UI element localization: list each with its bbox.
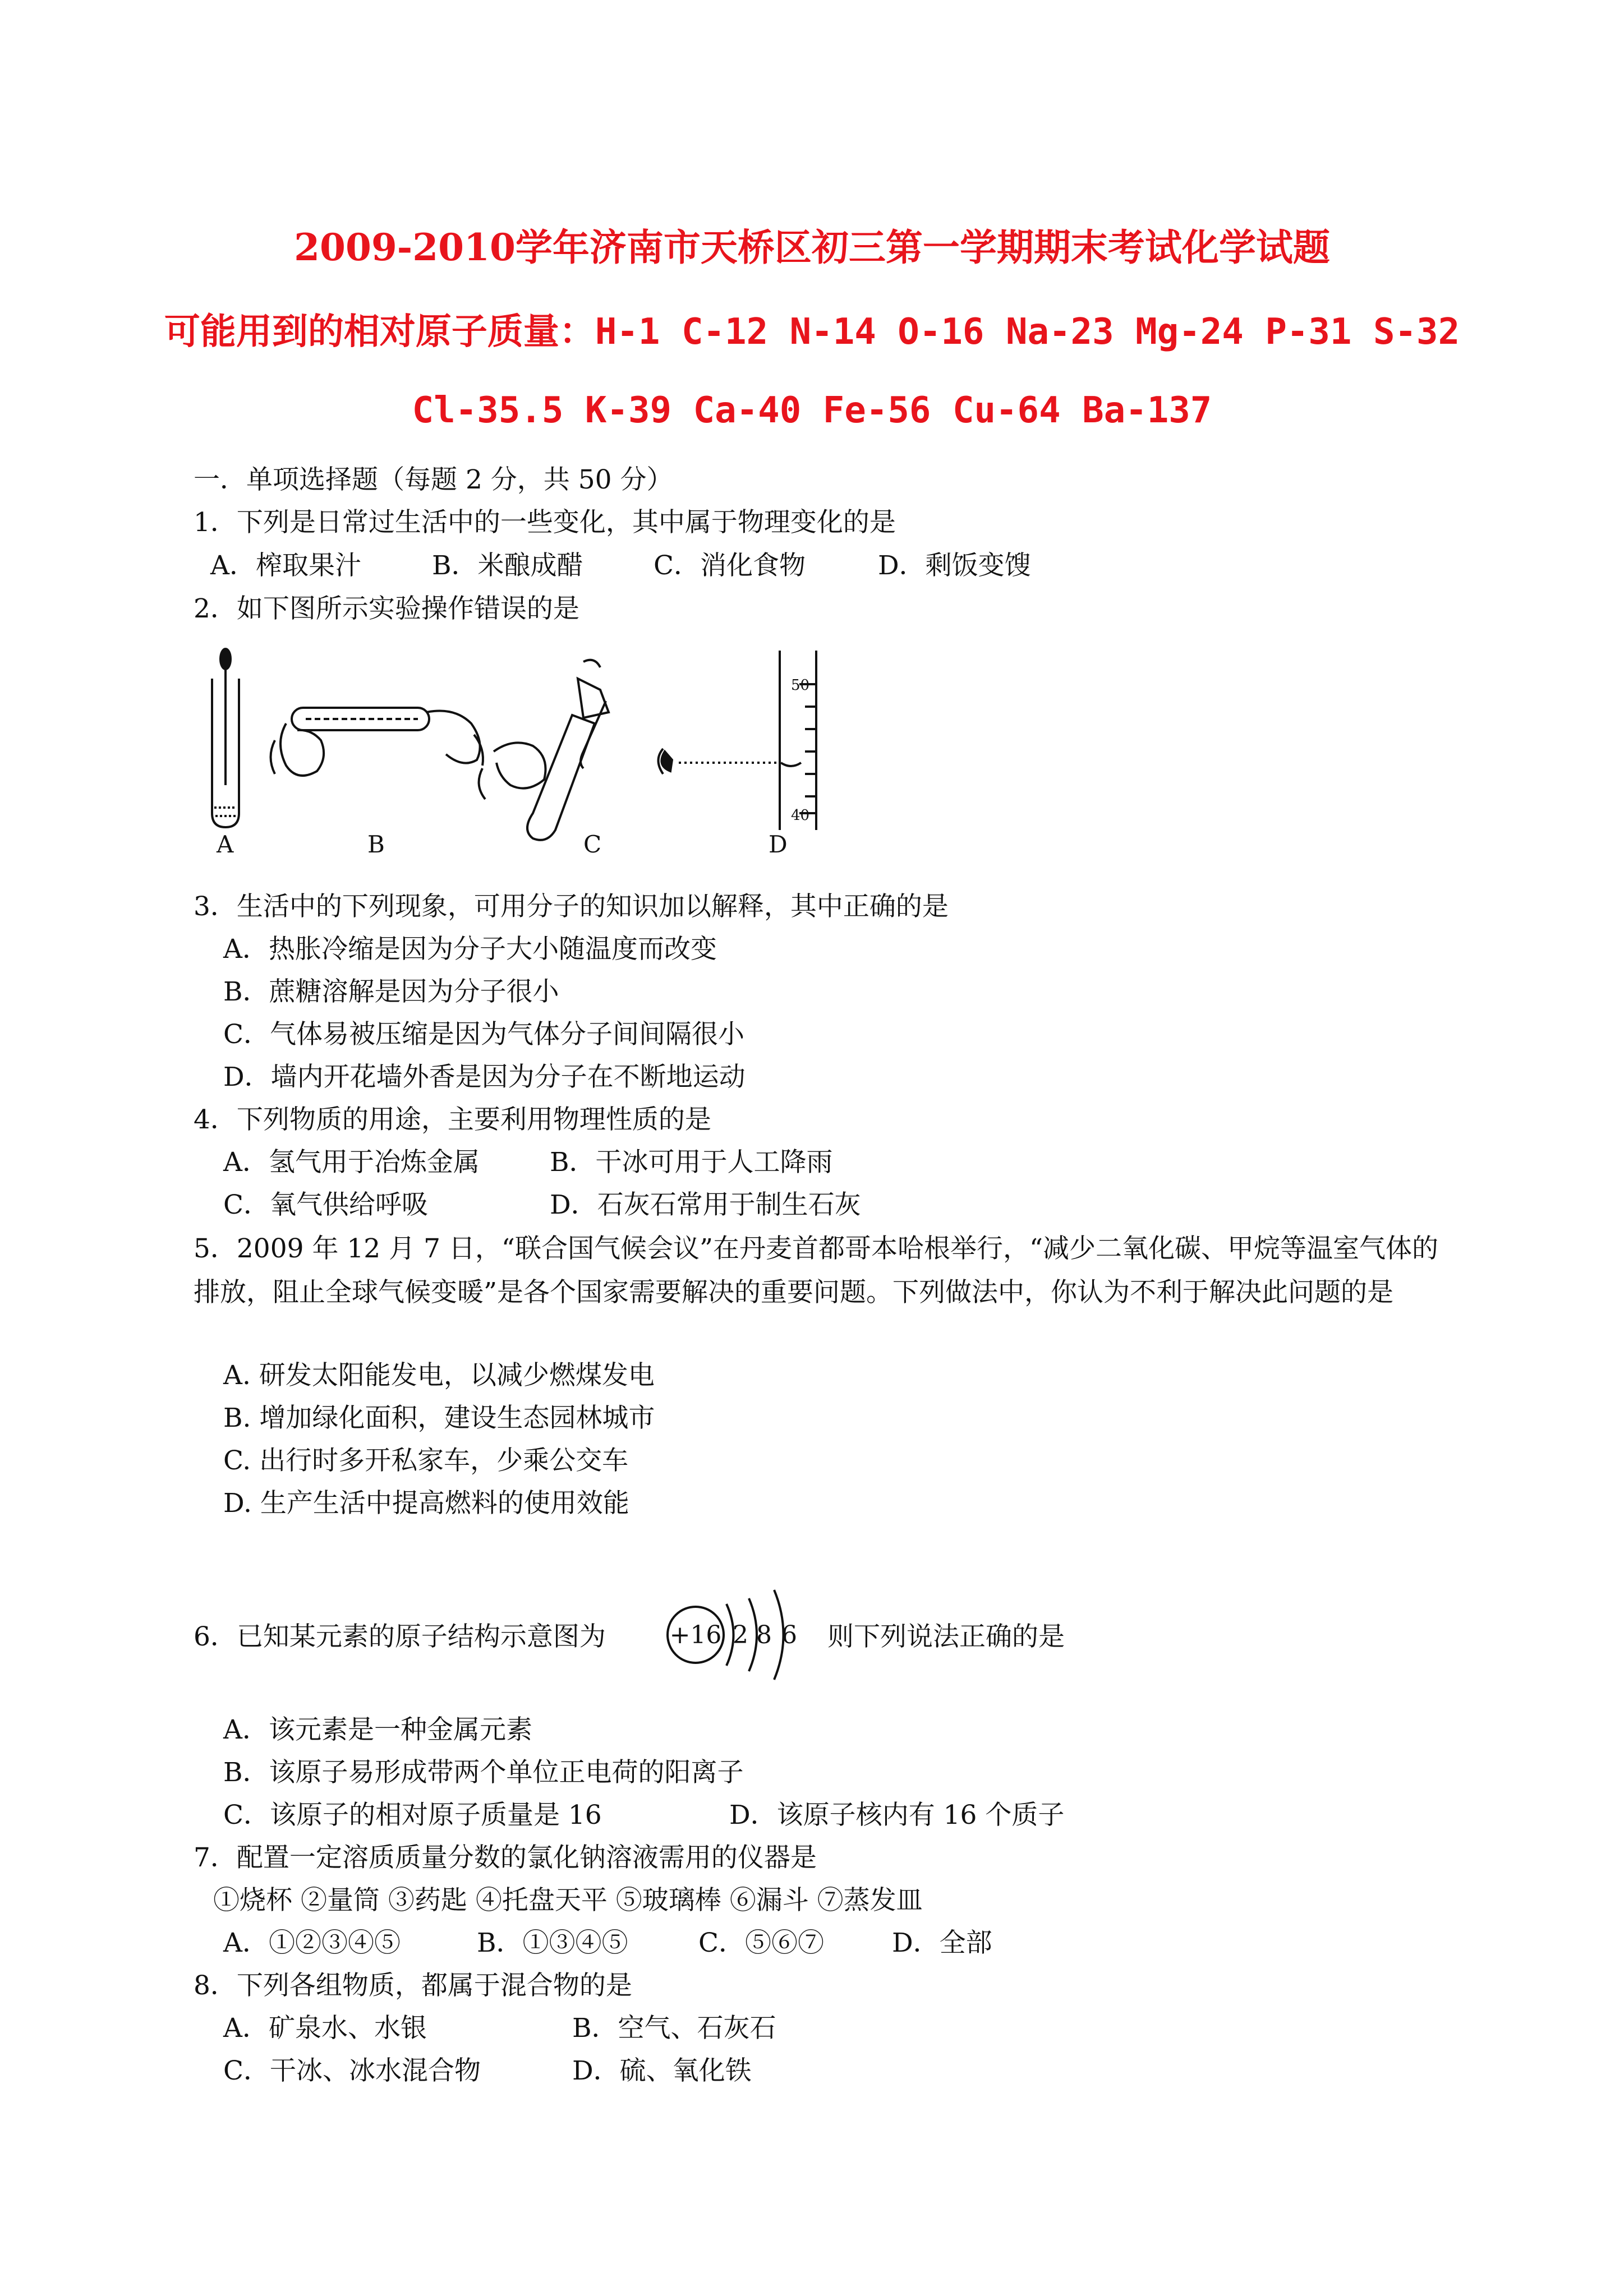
nucleus-charge: +16 [669, 1621, 722, 1649]
q1-option-a: A．榨取果汁 [210, 550, 361, 581]
q1-option-c: C．消化食物 [654, 550, 806, 581]
q8-option-b: B．空气、石灰石 [572, 2013, 776, 2044]
q6-option-d: D．该原子核内有 16 个质子 [729, 1800, 1065, 1831]
q8-option-c: C．干冰、冰水混合物 [223, 2055, 481, 2086]
shell-electrons-3: 6 [781, 1621, 797, 1649]
q4-option-c: C．氧气供给呼吸 [223, 1190, 428, 1220]
q6-option-c: C．该原子的相对原子质量是 16 [223, 1800, 602, 1831]
figure-b-hands-holding-tube [271, 708, 484, 776]
q7-option-c: C．⑤⑥⑦ [698, 1928, 824, 1958]
q5-option-b: B. 增加绿化面积，建设生态园林城市 [223, 1403, 655, 1433]
figure-label-a: A [217, 831, 234, 858]
figure-label-b: B [367, 831, 385, 858]
q6-option-b: B．该原子易形成带两个单位正电荷的阳离子 [223, 1757, 744, 1788]
q5-stem: 5．2009 年 12 月 7 日，“联合国气候会议”在丹麦首都哥本哈根举行，“减少二氧化碳、甲烷等温室气体的排放，阻止全球气候变暖”是各个国家需要解决的重要问题。下列做法中，你认为不利于解决此问题的是 [194, 1233, 1439, 1308]
shell-electrons-1: 2 [733, 1621, 748, 1649]
atomic-masses-line-2: Cl-35.5 K-39 Ca-40 Fe-56 Cu-64 Ba-137 [412, 390, 1212, 431]
cylinder-mark-50: 50 [791, 677, 810, 694]
q7-option-a: A．①②③④⑤ [223, 1928, 401, 1958]
section-heading: 一．单项选择题（每题 2 分，共 50 分） [194, 464, 673, 495]
figure-label-d: D [769, 831, 788, 858]
atom-structure-diagram [665, 1582, 811, 1688]
q8-option-d: D．硫、氧化铁 [572, 2055, 752, 2086]
q8-stem: 8．下列各组物质，都属于混合物的是 [194, 1970, 632, 2001]
q3-option-c: C．气体易被压缩是因为气体分子间间隔很小 [223, 1019, 744, 1050]
q5-option-c: C. 出行时多开私家车，少乘公交车 [223, 1445, 629, 1476]
q4-option-d: D．石灰石常用于制生石灰 [550, 1190, 861, 1220]
q4-option-a: A．氢气用于冶炼金属 [223, 1147, 480, 1178]
electron-shell-2 [749, 1598, 757, 1671]
q8-option-a: A．矿泉水、水银 [223, 2013, 427, 2044]
exam-title: 2009-2010学年济南市天桥区初三第一学期期末考试化学试题 [294, 225, 1330, 269]
q7-option-d: D．全部 [892, 1928, 992, 1958]
q5-option-d: D. 生产生活中提高燃料的使用效能 [223, 1488, 629, 1519]
q3-option-d: D．墙内开花墙外香是因为分子在不断地运动 [223, 1062, 746, 1092]
q7-option-b: B．①③④⑤ [477, 1928, 628, 1958]
q6-option-a: A．该元素是一种金属元素 [223, 1714, 532, 1745]
q5-option-a: A. 研发太阳能发电，以减少燃煤发电 [223, 1360, 655, 1391]
q7-stem: 7．配置一定溶质质量分数的氯化钠溶液需用的仪器是 [194, 1842, 817, 1873]
q3-stem: 3．生活中的下列现象，可用分子的知识加以解释，其中正确的是 [194, 891, 949, 922]
cylinder-mark-40: 40 [791, 807, 810, 824]
figure-label-c: C [583, 831, 602, 858]
q3-option-a: A．热胀冷缩是因为分子大小随温度而改变 [223, 934, 717, 965]
q6-stem-before: 6．已知某元素的原子结构示意图为 [194, 1621, 606, 1652]
lab-operations-figure [191, 645, 864, 869]
q4-option-b: B．干冰可用于人工降雨 [550, 1147, 833, 1178]
figure-a-dropper-in-tube [212, 649, 239, 827]
q3-option-b: B．蔗糖溶解是因为分子很小 [223, 976, 559, 1007]
q1-option-b: B．米酿成醋 [432, 550, 583, 581]
q1-stem: 1．下列是日常过生活中的一些变化，其中属于物理变化的是 [194, 507, 896, 538]
q7-items: ①烧杯 ②量筒 ③药匙 ④托盘天平 ⑤玻璃棒 ⑥漏斗 ⑦蒸发皿 [213, 1885, 923, 1916]
q2-stem: 2．如下图所示实验操作错误的是 [194, 593, 579, 624]
atomic-masses-line-1: 可能用到的相对原子质量：H-1 C-12 N-14 O-16 Na-23 Mg-24 P-31 S-32 [164, 311, 1460, 353]
q1-option-d: D．剩饭变馊 [878, 550, 1031, 581]
shell-electrons-2: 8 [756, 1621, 772, 1649]
q6-stem-after: 则下列说法正确的是 [827, 1621, 1065, 1652]
figure-c-pouring-liquid [479, 660, 609, 840]
q4-stem: 4．下列物质的用途，主要利用物理性质的是 [194, 1104, 711, 1135]
